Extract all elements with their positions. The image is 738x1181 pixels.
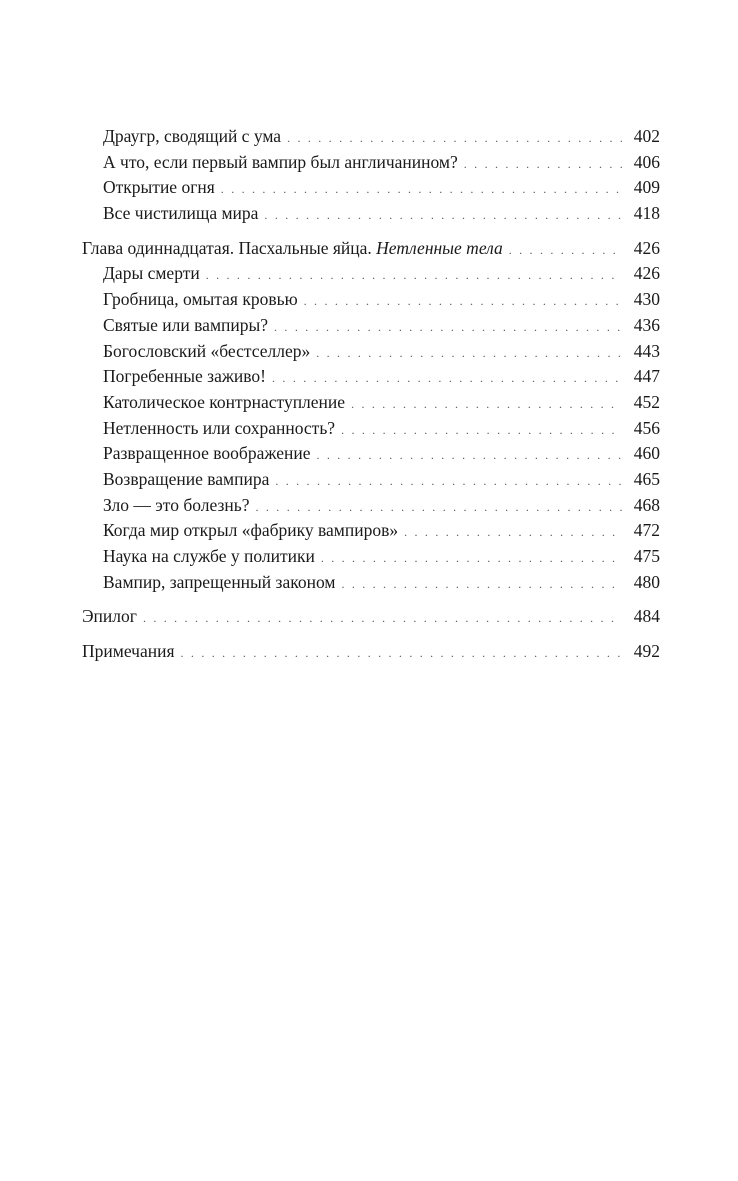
dot-leader bbox=[256, 495, 623, 521]
toc-entry-title-text: Богословский «бестселлер» bbox=[103, 340, 311, 361]
dot-leader bbox=[316, 341, 622, 367]
toc-entry-title-text: Наука на службе у политики bbox=[103, 546, 315, 566]
toc-entry bbox=[82, 261, 660, 287]
table-of-contents bbox=[82, 124, 660, 665]
toc-entry-page: 460 bbox=[633, 443, 660, 464]
toc-entry bbox=[82, 390, 660, 416]
toc-entry-title-italic: Нетленные тела bbox=[376, 237, 503, 258]
toc-entry-title bbox=[103, 390, 345, 416]
toc-entry-title-text: Католическое контрнаступление bbox=[103, 391, 346, 412]
toc-entry-title bbox=[103, 544, 315, 570]
toc-entry-page: 443 bbox=[633, 340, 660, 361]
toc-entry-title-text: Нетленность или сохранность? bbox=[103, 417, 336, 438]
toc-entry-title-text: Все чистилища мира bbox=[103, 203, 259, 224]
dot-leader bbox=[404, 520, 622, 546]
toc-entry-page: 480 bbox=[633, 571, 660, 592]
toc-entry-title-text: Дары смерти bbox=[103, 263, 200, 284]
toc-entry-page: 475 bbox=[633, 546, 660, 566]
toc-entry bbox=[82, 416, 660, 442]
toc-entry-title-text: Гробница, омытая кровью bbox=[103, 289, 298, 310]
dot-leader bbox=[304, 289, 622, 315]
toc-entry-page: 472 bbox=[633, 520, 660, 541]
dot-leader bbox=[321, 546, 622, 572]
toc-entry-title bbox=[103, 124, 281, 150]
toc-entry-page: 468 bbox=[633, 494, 660, 515]
toc-entry-title bbox=[103, 364, 266, 390]
toc-chapter-entry bbox=[82, 236, 660, 262]
toc-entry-title-text: Когда мир открыл «фабрику вампиров» bbox=[103, 520, 399, 541]
dot-leader bbox=[509, 238, 622, 264]
toc-epilogue-entry bbox=[82, 604, 660, 630]
toc-entry-title bbox=[103, 467, 269, 493]
dot-leader bbox=[221, 177, 622, 203]
toc-entry-page: 426 bbox=[633, 237, 660, 258]
toc-entry-title-text: Зло — это болезнь? bbox=[103, 494, 250, 515]
toc-entry-title bbox=[82, 639, 175, 665]
toc-entry bbox=[82, 441, 660, 467]
toc-entry-title bbox=[103, 441, 310, 467]
toc-entry-title bbox=[103, 313, 268, 339]
toc-entry-title-text: А что, если первый вампир был англичанином? bbox=[103, 151, 458, 172]
toc-entry bbox=[82, 150, 660, 176]
dot-leader bbox=[206, 263, 622, 289]
toc-entry-title-text: Возвращение вампира bbox=[103, 468, 270, 489]
toc-entry-title-text: Драугр, сводящий с ума bbox=[103, 126, 282, 146]
toc-entry-title-text: Погребенные заживо! bbox=[103, 366, 267, 387]
toc-entry-title-text: Открытие огня bbox=[103, 177, 215, 198]
toc-entry-title-text: Святые или вампиры? bbox=[103, 314, 269, 335]
toc-entry bbox=[82, 570, 660, 596]
toc-entry bbox=[82, 493, 660, 519]
toc-entry-page: 402 bbox=[633, 126, 660, 146]
dot-leader bbox=[341, 418, 622, 444]
toc-entry-title bbox=[103, 201, 258, 227]
dot-leader bbox=[275, 469, 622, 495]
toc-entry bbox=[82, 339, 660, 365]
toc-entry-page: 436 bbox=[633, 314, 660, 335]
toc-entry-title bbox=[103, 150, 458, 176]
dot-leader bbox=[464, 152, 622, 178]
toc-entry bbox=[82, 124, 660, 150]
toc-entry bbox=[82, 364, 660, 390]
dot-leader bbox=[181, 641, 622, 667]
toc-entry-title-text: Вампир, запрещенный законом bbox=[103, 571, 336, 592]
toc-entry-page: 409 bbox=[633, 177, 660, 198]
toc-entry-title-text: Глава одиннадцатая. Пасхальные яйца. bbox=[82, 237, 377, 258]
toc-entry-page: 452 bbox=[633, 391, 660, 412]
toc-notes-entry bbox=[82, 639, 660, 665]
toc-entry bbox=[82, 313, 660, 339]
dot-leader bbox=[351, 392, 622, 418]
toc-entry bbox=[82, 544, 660, 570]
toc-entry bbox=[82, 287, 660, 313]
toc-entry-title-text: Эпилог bbox=[82, 606, 137, 627]
dot-leader bbox=[143, 606, 622, 632]
toc-entry-title bbox=[103, 493, 250, 519]
toc-entry-title bbox=[82, 604, 137, 630]
dot-leader bbox=[264, 203, 622, 229]
dot-leader bbox=[272, 366, 622, 392]
toc-entry-title-text: Развращенное воображение bbox=[103, 443, 311, 464]
toc-entry bbox=[82, 518, 660, 544]
toc-entry-title-text: Примечания bbox=[82, 641, 175, 662]
toc-entry-page: 484 bbox=[633, 606, 660, 627]
toc-entry-page: 406 bbox=[633, 151, 660, 172]
toc-entry-title bbox=[103, 175, 215, 201]
toc-entry-title bbox=[82, 236, 503, 262]
toc-entry-title bbox=[103, 287, 298, 313]
toc-entry-page: 426 bbox=[633, 263, 660, 284]
toc-entry-title bbox=[103, 339, 310, 365]
dot-leader bbox=[316, 443, 622, 469]
dot-leader bbox=[341, 572, 622, 598]
dot-leader bbox=[287, 126, 622, 152]
toc-entry-title bbox=[103, 261, 200, 287]
toc-entry-title bbox=[103, 518, 398, 544]
dot-leader bbox=[274, 315, 622, 341]
toc-entry-title bbox=[103, 570, 335, 596]
toc-entry-page: 492 bbox=[633, 641, 660, 662]
toc-entry-page: 430 bbox=[633, 289, 660, 310]
toc-entry-page: 465 bbox=[633, 468, 660, 489]
toc-entry-title bbox=[103, 416, 335, 442]
toc-entry-page: 447 bbox=[633, 366, 660, 387]
toc-entry-page: 456 bbox=[633, 417, 660, 438]
toc-entry-page: 418 bbox=[633, 203, 660, 224]
toc-entry bbox=[82, 175, 660, 201]
toc-entry bbox=[82, 467, 660, 493]
toc-entry bbox=[82, 201, 660, 227]
